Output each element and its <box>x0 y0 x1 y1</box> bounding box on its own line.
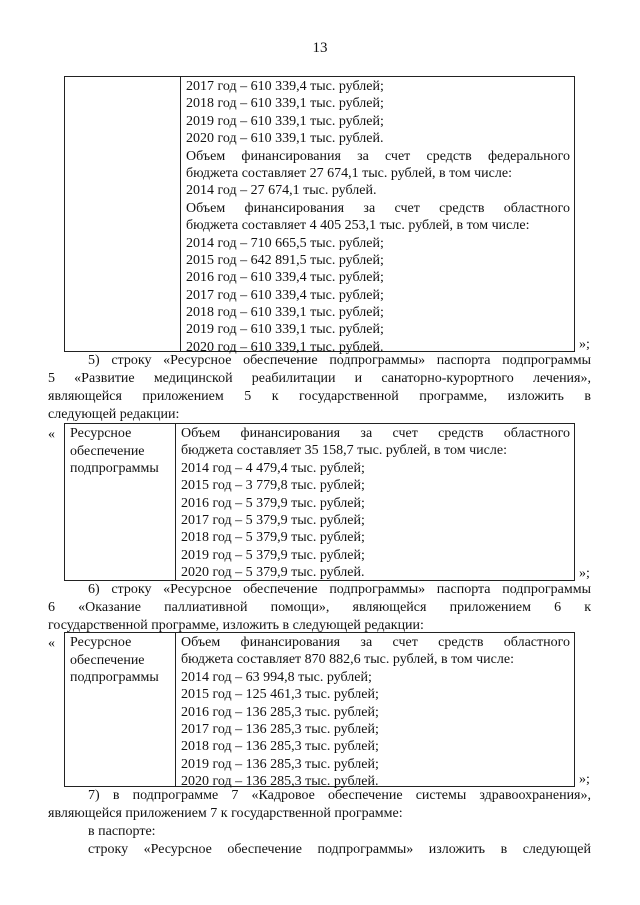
line: 2017 год – 5 379,9 тыс. рублей; <box>181 512 365 528</box>
line: 2016 год – 136 285,3 тыс. рублей; <box>181 704 379 720</box>
resource-table-5 <box>64 423 575 581</box>
line: 2014 год – 4 479,4 тыс. рублей; <box>181 460 365 476</box>
paragraph-7 <box>48 787 591 859</box>
label-line: обеспечение <box>70 652 145 668</box>
paragraph-line: 6) строку «Ресурсное обеспечение подпрограммы» паспорта подпрограммы <box>88 582 591 597</box>
line: 2018 год – 610 339,1 тыс. рублей; <box>186 96 384 112</box>
paragraph-line: государственной программе, изложить в следующей редакции: <box>48 618 424 633</box>
line: Объем финансирования за счет средств федерального <box>186 148 570 164</box>
line: 2015 год – 642 891,5 тыс. рублей; <box>186 252 384 268</box>
page-number: 13 <box>312 40 328 56</box>
label-cell <box>65 424 176 580</box>
line: 2020 год – 5 379,9 тыс. рублей. <box>181 565 365 581</box>
opening-quote: « <box>48 427 55 442</box>
line: 2015 год – 3 779,8 тыс. рублей; <box>181 478 365 494</box>
opening-quote: « <box>48 636 55 651</box>
line: бюджета составляет 35 158,7 тыс. рублей, в том числе: <box>181 443 507 459</box>
label-cell <box>65 77 181 351</box>
line: 2019 год – 610 339,1 тыс. рублей; <box>186 113 384 129</box>
line: 2020 год – 610 339,1 тыс. рублей. <box>186 131 384 147</box>
paragraph-6 <box>48 581 591 635</box>
resource-table-6 <box>64 632 575 790</box>
line: 2014 год – 710 665,5 тыс. рублей; <box>186 235 384 251</box>
paragraph-line: являющейся приложением 7 к государственной программе: <box>48 806 403 821</box>
line: 2018 год – 5 379,9 тыс. рублей; <box>181 530 365 546</box>
paragraph-line: 5 «Развитие медицинской реабилитации и санаторно-курортного лечения», <box>48 371 591 386</box>
label-line: Ресурсное <box>70 635 132 650</box>
line: 2015 год – 125 461,3 тыс. рублей; <box>181 687 379 703</box>
line: 2019 год – 610 339,1 тыс. рублей; <box>186 322 384 338</box>
closing-quote: »; <box>579 337 590 352</box>
line: 2018 год – 136 285,3 тыс. рублей; <box>181 739 379 755</box>
label-line: подпрограммы <box>70 670 159 686</box>
closing-quote: »; <box>579 566 590 581</box>
paragraph-line: 7) в подпрограмме 7 «Кадровое обеспечение системы здравоохранения», <box>88 788 591 803</box>
value-cell <box>181 77 574 355</box>
line: 2017 год – 610 339,4 тыс. рублей; <box>186 287 384 303</box>
paragraph-line: строку «Ресурсное обеспечение подпрограммы» изложить в следующей <box>88 842 591 857</box>
line: 2017 год – 610 339,4 тыс. рублей; <box>186 79 384 94</box>
label-line: Ресурсное <box>70 426 132 441</box>
paragraph-line: следующей редакции: <box>48 407 180 422</box>
line: 2014 год – 63 994,8 тыс. рублей; <box>181 669 372 685</box>
paragraph-line: в паспорте: <box>88 824 156 839</box>
line: бюджета составляет 4 405 253,1 тыс. рублей, в том числе: <box>186 218 530 234</box>
paragraph-line: являющейся приложением 5 к государственной программе, изложить в <box>48 389 591 404</box>
closing-quote: »; <box>579 772 590 787</box>
paragraph-line: 5) строку «Ресурсное обеспечение подпрограммы» паспорта подпрограммы <box>88 353 591 368</box>
line: 2016 год – 610 339,4 тыс. рублей; <box>186 270 384 286</box>
line: 2019 год – 136 285,3 тыс. рублей; <box>181 756 379 772</box>
line: бюджета составляет 27 674,1 тыс. рублей, в том числе: <box>186 165 512 181</box>
line: Объем финансирования за счет средств областного <box>181 426 570 441</box>
table-continuation <box>64 76 575 355</box>
line: 2018 год – 610 339,1 тыс. рублей; <box>186 305 384 321</box>
value-cell <box>176 633 574 790</box>
paragraph-line: 6 «Оказание паллиативной помощи», являющейся приложением 6 к <box>48 600 591 615</box>
paragraph-5 <box>48 352 591 424</box>
line: 2020 год – 136 285,3 тыс. рублей. <box>181 774 379 790</box>
line: бюджета составляет 870 882,6 тыс. рублей, в том числе: <box>181 652 514 668</box>
line: 2016 год – 5 379,9 тыс. рублей; <box>181 495 365 511</box>
line: 2017 год – 136 285,3 тыс. рублей; <box>181 721 379 737</box>
line: Объем финансирования за счет средств областного <box>186 200 570 216</box>
line: Объем финансирования за счет средств областного <box>181 635 570 650</box>
label-cell <box>65 633 176 786</box>
label-line: подпрограммы <box>70 461 159 477</box>
line: 2020 год – 610 339,1 тыс. рублей. <box>186 339 384 355</box>
label-line: обеспечение <box>70 443 145 459</box>
line: 2014 год – 27 674,1 тыс. рублей. <box>186 183 377 199</box>
line: 2019 год – 5 379,9 тыс. рублей; <box>181 547 365 563</box>
value-cell <box>176 424 574 580</box>
